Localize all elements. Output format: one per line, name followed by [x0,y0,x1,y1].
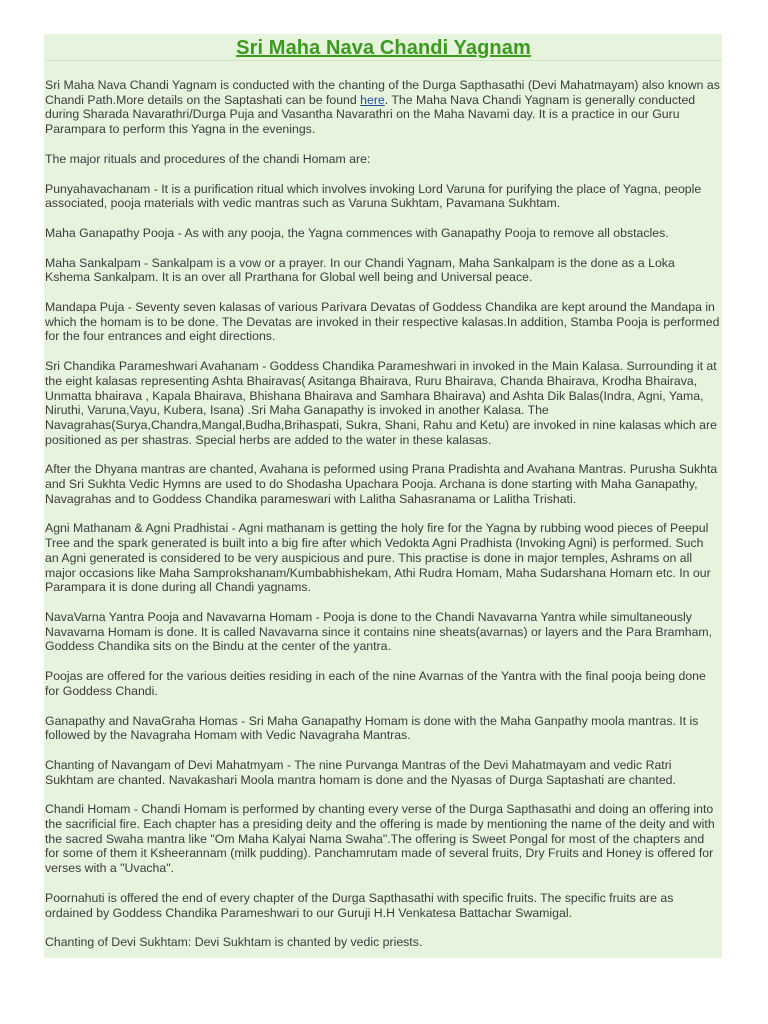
paragraph: Punyahavachanam - It is a purification ritual which involves invoking Lord Varuna for purifying the place of Yagna, people associated, pooja materials with vedic mantras such as Varuna Sukhtam, Pavamana Sukhtam. [45,181,702,211]
paragraph: Mandapa Puja - Seventy seven kalasas of various Parivara Devatas of Goddess Chandika are kept around the Mandapa in which the homam is to be done. The Devatas are invoked in their respective kalasas.In addition, Stamba Pooja is performed for the four entrances and eight directions. [45,300,720,344]
page-title: Sri Maha Nava Chandi Yagnam [236,37,531,59]
paragraph: Maha Ganapathy Pooja - As with any pooja, the Yagna commences with Ganapathy Pooja to remove all obstacles. [45,225,669,240]
paragraph: Chandi Homam - Chandi Homam is performed by chanting every verse of the Durga Sapthasathi and doing an offering into the sacrificial fire. Each chapter has a presiding deity and the offering is made by mentioning the name of the deity and with the sacred Swaha mantra like "Om Maha Kalyai Nama Swaha".The offering is Sweet Pongal for most of the chapters and for some of them it Ksheerannam (milk pudding). Panchamrutam made of several fruits, Dry Fruits and Honey is offered for verses with a "Uvacha". [45,802,715,876]
intro-text-after-link: . The Maha Nava Chandi Yagnam is generally conducted during Sharada Navarathri/Durga Puja and Vasantha Navarathri on the Maha Navami day. It is a practice in our Guru Parampara to perform this Yagna in the evenings. [45,92,696,137]
paragraph: Ganapathy and NavaGraha Homas - Sri Maha Ganapathy Homam is done with the Maha Ganpathy moola mantras. It is followed by the Navagraha Homam with Vedic Navagraha Mantras. [45,713,699,743]
paragraph: Poornahuti is offered the end of every chapter of the Durga Sapthasathi with specific fruits. The specific fruits are as ordained by Goddess Chandika Parameshwari to our Guruji H.H Venkatesa Battachar Swamigal. [45,890,674,920]
paragraph: Chanting of Devi Sukhtam: Devi Sukhtam is chanted by vedic priests. [45,935,423,950]
paragraph: Chanting of Navangam of Devi Mahatmyam - The nine Purvanga Mantras of the Devi Mahatmayam and vedic Ratri Sukhtam are chanted. Navakashari Moola mantra homam is done and the Nyasas of Durga Saptashati are chanted. [45,757,676,787]
paragraph: NavaVarna Yantra Pooja and Navavarna Homam - Pooja is done to the Chandi Navavarna Yantra while simultaneously Navavarna Homam is done. It is called Navavarna since it contains nine sheats(avarnas) or layers and the Para Bramham, Goddess Chandika sits on the Bindu at the center of the yantra. [45,609,713,654]
paragraph: Poojas are offered for the various deities residing in each of the nine Avarnas of the Yantra with the final pooja being done for Goddess Chandi. [45,669,706,698]
document-page [44,34,722,958]
intro-text-before-link: Sri Maha Nava Chandi Yagnam is conducted with the chanting of the Durga Sapthasathi (Devi Mahatmayam) also known as Chandi Path.More details on the Saptashati can be found [45,78,720,107]
document-body [45,61,722,950]
intro-paragraph [45,78,720,137]
saptashati-link[interactable]: here [360,92,385,107]
paragraph: Agni Mathanam & Agni Pradhistai - Agni mathanam is getting the holy fire for the Yagna by rubbing wood pieces of Peepul Tree and the spark generated is built into a big fire after which Vedokta Agni Pradhista (Invoking Agni) is performed. Such an Agni generated is considered to be very auspicious and pure. This practise is done in major temples, Ashrams on all major occasions like Maha Samprokshanam/Kumbabhishekam, Athi Rudra Homam, Maha Sudarshana Homam etc. In our Parampara it is done during all Chandi yagnams. [45,521,711,595]
paragraph: Maha Sankalpam - Sankalpam is a vow or a prayer. In our Chandi Yagnam, Maha Sankalpam is the done as a Loka Kshema Sankalpam. It is an over all Prarthana for Global well being and Universal peace. [45,255,675,285]
title-bar [45,34,722,61]
paragraph: The major rituals and procedures of the chandi Homam are: [45,151,371,166]
paragraph: After the Dhyana mantras are chanted, Avahana is peformed using Prana Pradishta and Avahana Mantras. Purusha Sukhta and Sri Sukhta Vedic Hymns are used to do Shodasha Upachara Pooja. Archana is done starting with Maha Ganapathy, Navagrahas and to Goddess Chandika parameswari with Lalitha Sahasranama or Lalitha Trishati. [45,462,718,506]
paragraph: Sri Chandika Parameshwari Avahanam - Goddess Chandika Parameshwari in invoked in the Main Kalasa. Surrounding it at the eight kalasas representing Ashta Bhairavas( Asitanga Bhairava, Ruru Bhairava, Chanda Bhairava, Krodha Bhairava, Unmatta bhairava , Kapala Bhairava, Bhishana Bhairava and Samhara Bhairava) and Ashta Dik Balas(Indra, Agni, Yama, Niruthi, Varuna,Vayu, Kubera, Isana) .Sri Maha Ganapathy is invoked in another Kalasa. The Navagrahas(Surya,Chandra,Mangal,Budha,Brihaspati, Sukra, Shani, Rahu and Ketu) are invoked in nine kalasas which are positioned as per shastras. Special herbs are added to the water in these kalasas. [45,359,717,447]
